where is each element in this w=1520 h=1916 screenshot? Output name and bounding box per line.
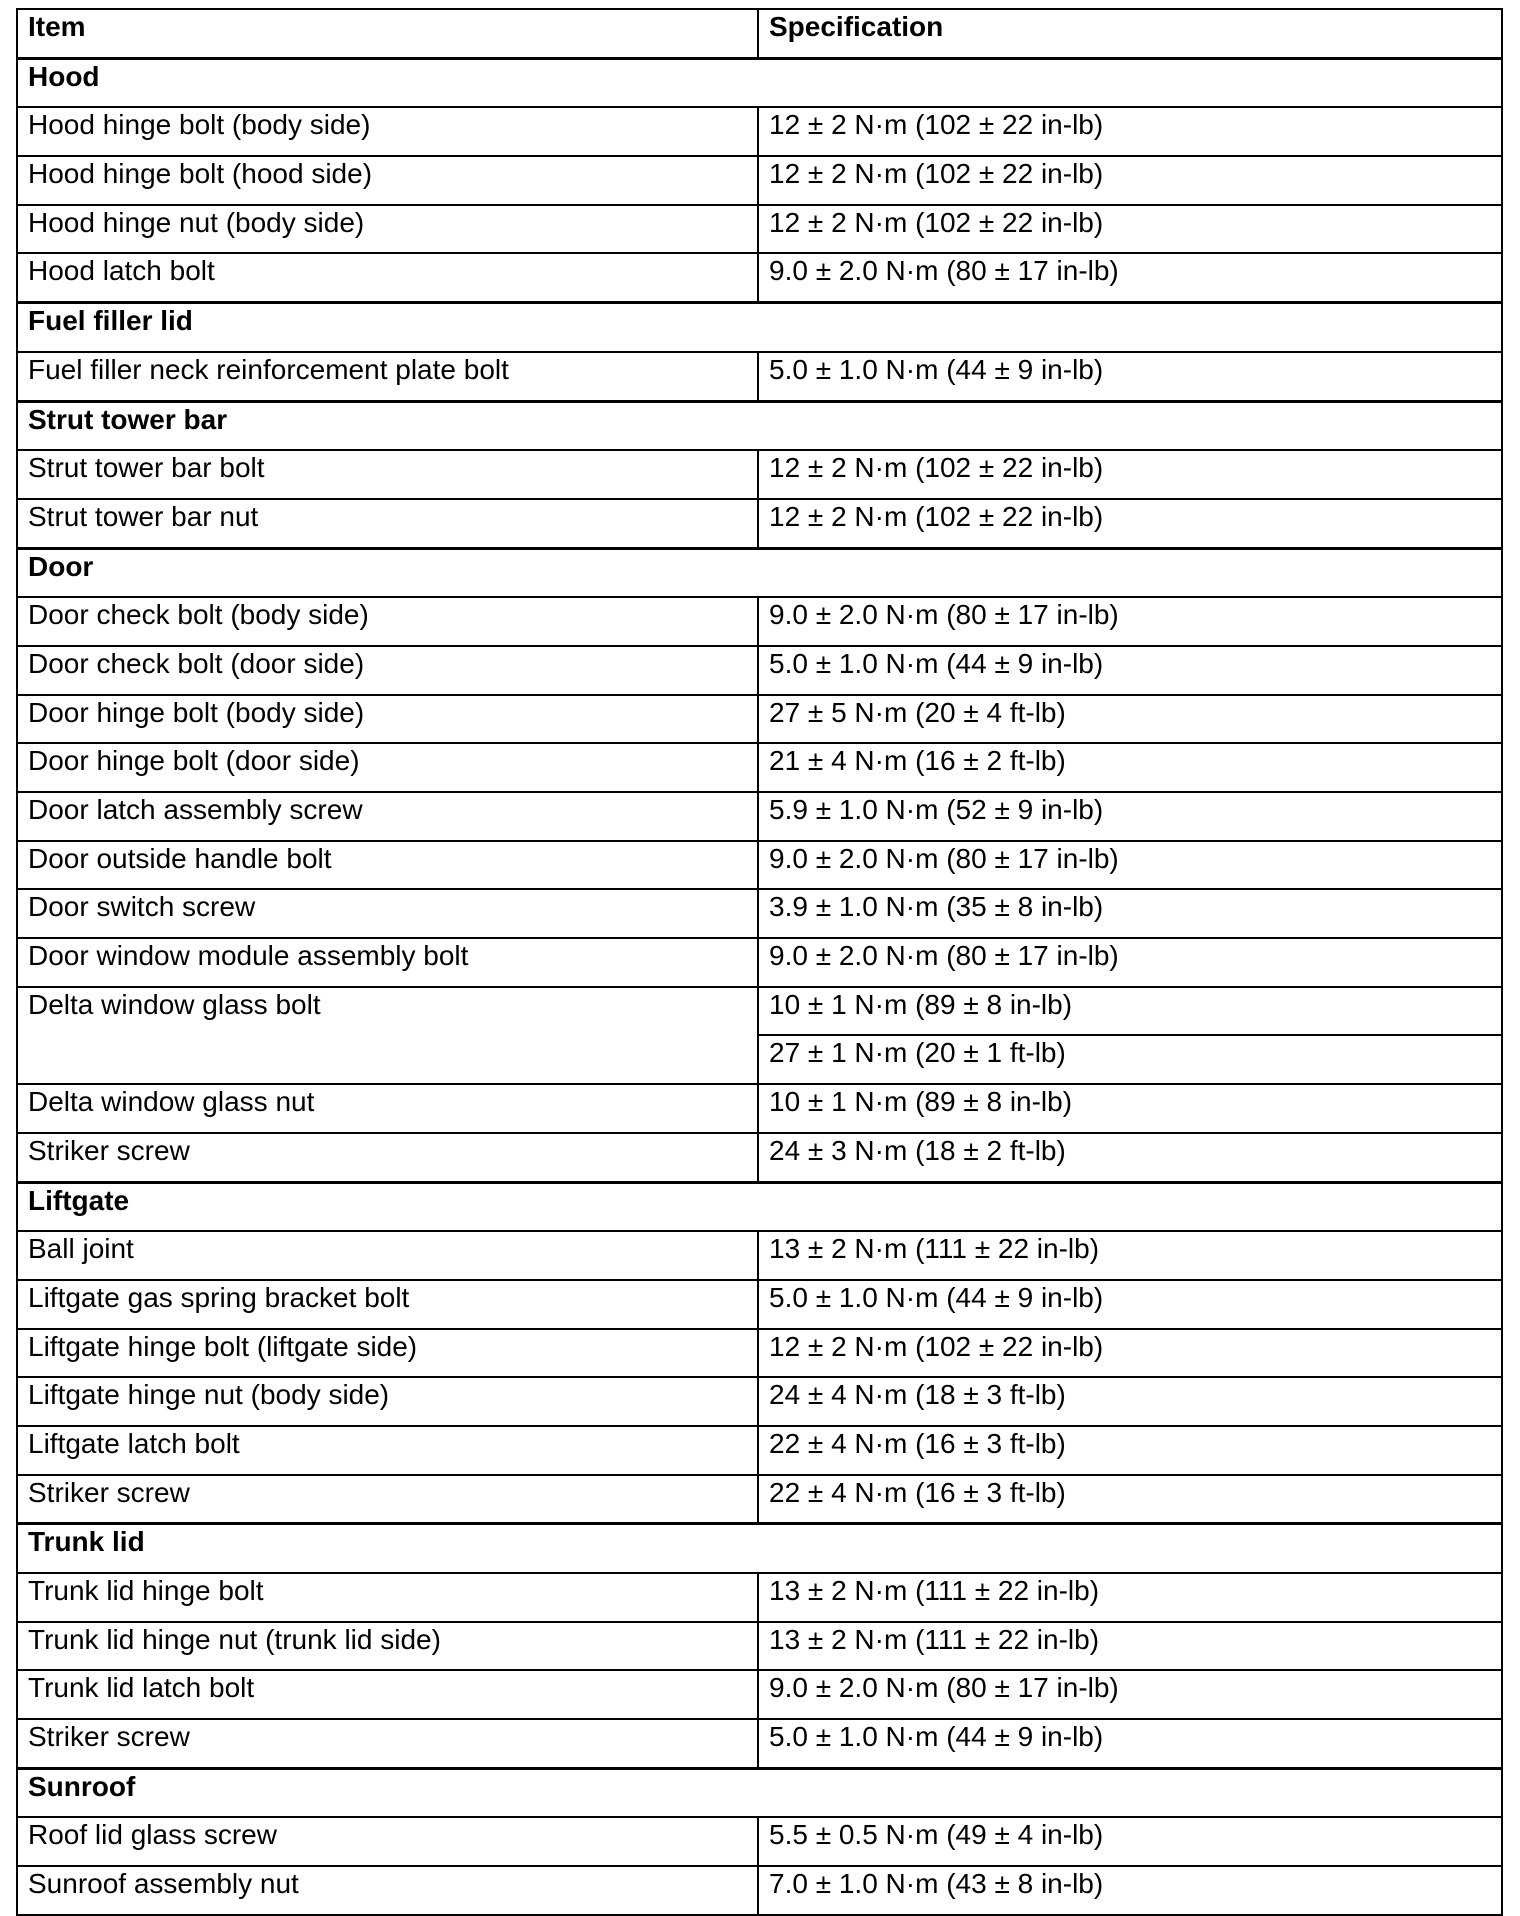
item-cell: Hood hinge bolt (body side) xyxy=(17,107,758,156)
item-cell: Door check bolt (door side) xyxy=(17,646,758,695)
table-row xyxy=(17,205,1502,254)
table-row xyxy=(17,107,1502,156)
specification-cell: 5.5 ± 0.5 N·m (49 ± 4 in-lb) xyxy=(758,1817,1502,1866)
header-row xyxy=(17,9,1502,58)
specification-cell: 13 ± 2 N·m (111 ± 22 in-lb) xyxy=(758,1622,1502,1671)
specification-cell: 5.9 ± 1.0 N·m (52 ± 9 in-lb) xyxy=(758,792,1502,841)
table-row xyxy=(17,253,1502,302)
specification-cell: 12 ± 2 N·m (102 ± 22 in-lb) xyxy=(758,1329,1502,1378)
item-cell: Hood latch bolt xyxy=(17,253,758,302)
table-row xyxy=(17,743,1502,792)
specification-cell: 5.0 ± 1.0 N·m (44 ± 9 in-lb) xyxy=(758,646,1502,695)
item-cell: Striker screw xyxy=(17,1133,758,1182)
table-row xyxy=(17,156,1502,205)
specification-cell: 9.0 ± 2.0 N·m (80 ± 17 in-lb) xyxy=(758,841,1502,890)
table-row xyxy=(17,1231,1502,1280)
item-cell: Fuel filler neck reinforcement plate bolt xyxy=(17,352,758,401)
specification-cell: 5.0 ± 1.0 N·m (44 ± 9 in-lb) xyxy=(758,352,1502,401)
table-row xyxy=(17,1622,1502,1671)
specification-cell: 21 ± 4 N·m (16 ± 2 ft-lb) xyxy=(758,743,1502,792)
item-cell: Door check bolt (body side) xyxy=(17,597,758,646)
table-row xyxy=(17,646,1502,695)
specification-cell: 24 ± 4 N·m (18 ± 3 ft-lb) xyxy=(758,1377,1502,1426)
table-body xyxy=(17,58,1502,1915)
item-cell: Liftgate hinge nut (body side) xyxy=(17,1377,758,1426)
section-header-row xyxy=(17,1524,1502,1573)
table-row xyxy=(17,1573,1502,1622)
item-cell: Trunk lid hinge bolt xyxy=(17,1573,758,1622)
table-row xyxy=(17,1670,1502,1719)
section-title: Trunk lid xyxy=(17,1524,1502,1573)
item-cell: Striker screw xyxy=(17,1719,758,1768)
table-row xyxy=(17,597,1502,646)
item-cell: Door switch screw xyxy=(17,889,758,938)
section-title: Sunroof xyxy=(17,1768,1502,1817)
section-header-row xyxy=(17,401,1502,450)
specification-cell: 12 ± 2 N·m (102 ± 22 in-lb) xyxy=(758,499,1502,548)
item-cell: Hood hinge bolt (hood side) xyxy=(17,156,758,205)
item-cell: Delta window glass bolt xyxy=(17,987,758,1084)
table-header xyxy=(17,9,1502,58)
item-cell: Strut tower bar nut xyxy=(17,499,758,548)
table-row xyxy=(17,792,1502,841)
specification-cell: 5.0 ± 1.0 N·m (44 ± 9 in-lb) xyxy=(758,1280,1502,1329)
item-cell: Sunroof assembly nut xyxy=(17,1866,758,1915)
item-cell: Trunk lid latch bolt xyxy=(17,1670,758,1719)
item-cell: Door latch assembly screw xyxy=(17,792,758,841)
table-row xyxy=(17,1329,1502,1378)
table-row xyxy=(17,1719,1502,1768)
table-row xyxy=(17,1426,1502,1475)
specification-cell: 13 ± 2 N·m (111 ± 22 in-lb) xyxy=(758,1573,1502,1622)
table-row xyxy=(17,1866,1502,1915)
table-row xyxy=(17,889,1502,938)
section-title: Door xyxy=(17,548,1502,597)
specification-column-header: Specification xyxy=(758,9,1502,58)
table-row xyxy=(17,938,1502,987)
table-row xyxy=(17,1084,1502,1133)
item-cell: Door window module assembly bolt xyxy=(17,938,758,987)
specification-cell: 5.0 ± 1.0 N·m (44 ± 9 in-lb) xyxy=(758,1719,1502,1768)
item-cell: Liftgate hinge bolt (liftgate side) xyxy=(17,1329,758,1378)
table-row xyxy=(17,695,1502,744)
section-title: Hood xyxy=(17,58,1502,107)
specification-cell: 7.0 ± 1.0 N·m (43 ± 8 in-lb) xyxy=(758,1866,1502,1915)
item-cell: Hood hinge nut (body side) xyxy=(17,205,758,254)
specification-cell: 9.0 ± 2.0 N·m (80 ± 17 in-lb) xyxy=(758,1670,1502,1719)
specification-cell: 12 ± 2 N·m (102 ± 22 in-lb) xyxy=(758,205,1502,254)
item-cell: Strut tower bar bolt xyxy=(17,450,758,499)
item-cell: Trunk lid hinge nut (trunk lid side) xyxy=(17,1622,758,1671)
specification-cell: 24 ± 3 N·m (18 ± 2 ft-lb) xyxy=(758,1133,1502,1182)
section-header-row xyxy=(17,1768,1502,1817)
specification-cell: 13 ± 2 N·m (111 ± 22 in-lb) xyxy=(758,1231,1502,1280)
table-row xyxy=(17,1133,1502,1182)
section-header-row xyxy=(17,303,1502,352)
section-title: Strut tower bar xyxy=(17,401,1502,450)
specification-cell: 22 ± 4 N·m (16 ± 3 ft-lb) xyxy=(758,1475,1502,1524)
item-cell: Liftgate latch bolt xyxy=(17,1426,758,1475)
item-cell: Door outside handle bolt xyxy=(17,841,758,890)
item-column-header: Item xyxy=(17,9,758,58)
table-row xyxy=(17,841,1502,890)
table-row xyxy=(17,1280,1502,1329)
specification-cell: 10 ± 1 N·m (89 ± 8 in-lb) xyxy=(758,1084,1502,1133)
table-row xyxy=(17,987,1502,1036)
section-title: Fuel filler lid xyxy=(17,303,1502,352)
section-header-row xyxy=(17,548,1502,597)
specification-cell: 27 ± 5 N·m (20 ± 4 ft-lb) xyxy=(758,695,1502,744)
section-title: Liftgate xyxy=(17,1182,1502,1231)
table-row xyxy=(17,450,1502,499)
item-cell: Striker screw xyxy=(17,1475,758,1524)
item-cell: Door hinge bolt (body side) xyxy=(17,695,758,744)
item-cell: Door hinge bolt (door side) xyxy=(17,743,758,792)
section-header-row xyxy=(17,58,1502,107)
torque-spec-table xyxy=(16,8,1503,1916)
item-cell: Ball joint xyxy=(17,1231,758,1280)
table-row xyxy=(17,1817,1502,1866)
specification-cell: 9.0 ± 2.0 N·m (80 ± 17 in-lb) xyxy=(758,597,1502,646)
item-cell: Delta window glass nut xyxy=(17,1084,758,1133)
specification-cell: 12 ± 2 N·m (102 ± 22 in-lb) xyxy=(758,107,1502,156)
specification-cell: 9.0 ± 2.0 N·m (80 ± 17 in-lb) xyxy=(758,253,1502,302)
section-header-row xyxy=(17,1182,1502,1231)
specification-cell: 9.0 ± 2.0 N·m (80 ± 17 in-lb) xyxy=(758,938,1502,987)
item-cell: Roof lid glass screw xyxy=(17,1817,758,1866)
specification-cell: 22 ± 4 N·m (16 ± 3 ft-lb) xyxy=(758,1426,1502,1475)
specification-cell: 12 ± 2 N·m (102 ± 22 in-lb) xyxy=(758,156,1502,205)
specification-cell: 12 ± 2 N·m (102 ± 22 in-lb) xyxy=(758,450,1502,499)
specification-cell: 3.9 ± 1.0 N·m (35 ± 8 in-lb) xyxy=(758,889,1502,938)
specification-cell: 10 ± 1 N·m (89 ± 8 in-lb) xyxy=(758,987,1502,1036)
table-row xyxy=(17,352,1502,401)
table-row xyxy=(17,1377,1502,1426)
specification-cell: 27 ± 1 N·m (20 ± 1 ft-lb) xyxy=(758,1035,1502,1084)
table-row xyxy=(17,1475,1502,1524)
item-cell: Liftgate gas spring bracket bolt xyxy=(17,1280,758,1329)
table-row xyxy=(17,499,1502,548)
